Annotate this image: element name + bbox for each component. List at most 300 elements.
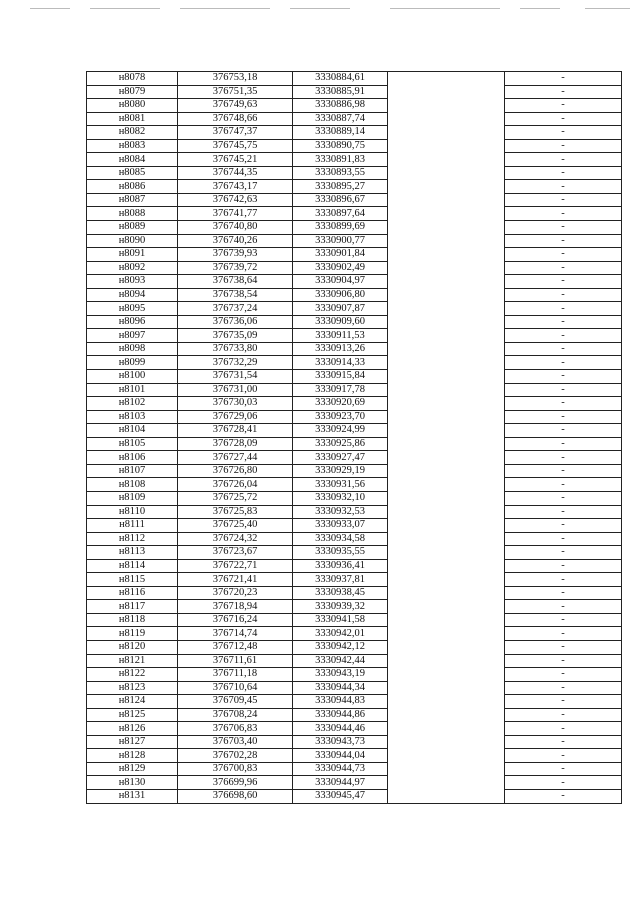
y-coordinate-cell: 3330913,26	[293, 342, 388, 356]
point-id-cell: н8113	[87, 546, 178, 560]
dash-cell: -	[505, 695, 622, 709]
dash-cell: -	[505, 437, 622, 451]
y-coordinate-cell: 3330917,78	[293, 383, 388, 397]
y-coordinate-cell: 3330904,97	[293, 275, 388, 289]
table-row	[87, 234, 622, 248]
table-row	[87, 600, 622, 614]
dash-cell: -	[505, 410, 622, 424]
x-coordinate-cell: 376700,83	[178, 762, 293, 776]
table-row	[87, 437, 622, 451]
y-coordinate-cell: 3330884,61	[293, 72, 388, 86]
x-coordinate-cell: 376740,26	[178, 234, 293, 248]
empty-cell	[388, 207, 505, 221]
point-id-cell: н8084	[87, 153, 178, 167]
table-row	[87, 288, 622, 302]
table-row	[87, 627, 622, 641]
table-row	[87, 695, 622, 709]
x-coordinate-cell: 376741,77	[178, 207, 293, 221]
empty-cell	[388, 505, 505, 519]
empty-cell	[388, 464, 505, 478]
y-coordinate-cell: 3330886,98	[293, 99, 388, 113]
point-id-cell: н8090	[87, 234, 178, 248]
table-row	[87, 519, 622, 533]
empty-cell	[388, 749, 505, 763]
point-id-cell: н8131	[87, 789, 178, 803]
x-coordinate-cell: 376731,54	[178, 370, 293, 384]
x-coordinate-cell: 376703,40	[178, 735, 293, 749]
point-id-cell: н8126	[87, 722, 178, 736]
y-coordinate-cell: 3330897,64	[293, 207, 388, 221]
x-coordinate-cell: 376745,75	[178, 139, 293, 153]
table-row	[87, 207, 622, 221]
x-coordinate-cell: 376729,06	[178, 410, 293, 424]
table-row	[87, 410, 622, 424]
x-coordinate-cell: 376723,67	[178, 546, 293, 560]
empty-cell	[388, 180, 505, 194]
table-row	[87, 505, 622, 519]
point-id-cell: н8081	[87, 112, 178, 126]
point-id-cell: н8108	[87, 478, 178, 492]
empty-cell	[388, 72, 505, 86]
dash-cell: -	[505, 627, 622, 641]
table-row	[87, 112, 622, 126]
y-coordinate-cell: 3330942,01	[293, 627, 388, 641]
table-row	[87, 221, 622, 235]
point-id-cell: н8117	[87, 600, 178, 614]
point-id-cell: н8110	[87, 505, 178, 519]
x-coordinate-cell: 376730,03	[178, 397, 293, 411]
point-id-cell: н8120	[87, 640, 178, 654]
table-row	[87, 735, 622, 749]
empty-cell	[388, 437, 505, 451]
table-row	[87, 464, 622, 478]
x-coordinate-cell: 376737,24	[178, 302, 293, 316]
dash-cell: -	[505, 275, 622, 289]
table-row	[87, 370, 622, 384]
y-coordinate-cell: 3330943,19	[293, 668, 388, 682]
x-coordinate-cell: 376749,63	[178, 99, 293, 113]
point-id-cell: н8080	[87, 99, 178, 113]
dash-cell: -	[505, 749, 622, 763]
x-coordinate-cell: 376738,64	[178, 275, 293, 289]
table-row	[87, 383, 622, 397]
dash-cell: -	[505, 72, 622, 86]
x-coordinate-cell: 376725,72	[178, 491, 293, 505]
point-id-cell: н8078	[87, 72, 178, 86]
table-row	[87, 681, 622, 695]
empty-cell	[388, 85, 505, 99]
x-coordinate-cell: 376742,63	[178, 193, 293, 207]
y-coordinate-cell: 3330944,83	[293, 695, 388, 709]
empty-cell	[388, 383, 505, 397]
point-id-cell: н8103	[87, 410, 178, 424]
table-row	[87, 139, 622, 153]
table-row	[87, 451, 622, 465]
dash-cell: -	[505, 126, 622, 140]
y-coordinate-cell: 3330915,84	[293, 370, 388, 384]
point-id-cell: н8100	[87, 370, 178, 384]
empty-cell	[388, 668, 505, 682]
point-id-cell: н8106	[87, 451, 178, 465]
x-coordinate-cell: 376747,37	[178, 126, 293, 140]
empty-cell	[388, 139, 505, 153]
point-id-cell: н8091	[87, 248, 178, 262]
point-id-cell: н8094	[87, 288, 178, 302]
table-row	[87, 478, 622, 492]
dash-cell: -	[505, 248, 622, 262]
y-coordinate-cell: 3330896,67	[293, 193, 388, 207]
x-coordinate-cell: 376710,64	[178, 681, 293, 695]
y-coordinate-cell: 3330901,84	[293, 248, 388, 262]
table-row	[87, 397, 622, 411]
table-row	[87, 559, 622, 573]
point-id-cell: н8083	[87, 139, 178, 153]
y-coordinate-cell: 3330944,73	[293, 762, 388, 776]
y-coordinate-cell: 3330935,55	[293, 546, 388, 560]
table-row	[87, 613, 622, 627]
point-id-cell: н8097	[87, 329, 178, 343]
table-row	[87, 315, 622, 329]
table-row	[87, 275, 622, 289]
dash-cell: -	[505, 491, 622, 505]
empty-cell	[388, 126, 505, 140]
x-coordinate-cell: 376738,54	[178, 288, 293, 302]
x-coordinate-cell: 376744,35	[178, 166, 293, 180]
y-coordinate-cell: 3330911,53	[293, 329, 388, 343]
point-id-cell: н8085	[87, 166, 178, 180]
dash-cell: -	[505, 573, 622, 587]
empty-cell	[388, 302, 505, 316]
y-coordinate-cell: 3330893,55	[293, 166, 388, 180]
empty-cell	[388, 397, 505, 411]
dash-cell: -	[505, 559, 622, 573]
table-row	[87, 72, 622, 86]
table-row	[87, 153, 622, 167]
y-coordinate-cell: 3330902,49	[293, 261, 388, 275]
empty-cell	[388, 613, 505, 627]
point-id-cell: н8086	[87, 180, 178, 194]
y-coordinate-cell: 3330932,10	[293, 491, 388, 505]
table-row	[87, 166, 622, 180]
scan-artifact-line	[30, 8, 630, 12]
y-coordinate-cell: 3330927,47	[293, 451, 388, 465]
y-coordinate-cell: 3330885,91	[293, 85, 388, 99]
point-id-cell: н8123	[87, 681, 178, 695]
y-coordinate-cell: 3330945,47	[293, 789, 388, 803]
y-coordinate-cell: 3330929,19	[293, 464, 388, 478]
y-coordinate-cell: 3330938,45	[293, 586, 388, 600]
empty-cell	[388, 275, 505, 289]
dash-cell: -	[505, 315, 622, 329]
point-id-cell: н8118	[87, 613, 178, 627]
x-coordinate-cell: 376702,28	[178, 749, 293, 763]
table-row	[87, 180, 622, 194]
empty-cell	[388, 370, 505, 384]
empty-cell	[388, 288, 505, 302]
empty-cell	[388, 261, 505, 275]
empty-cell	[388, 681, 505, 695]
empty-cell	[388, 356, 505, 370]
table-row	[87, 356, 622, 370]
dash-cell: -	[505, 681, 622, 695]
dash-cell: -	[505, 193, 622, 207]
dash-cell: -	[505, 789, 622, 803]
y-coordinate-cell: 3330939,32	[293, 600, 388, 614]
dash-cell: -	[505, 668, 622, 682]
point-id-cell: н8098	[87, 342, 178, 356]
point-id-cell: н8127	[87, 735, 178, 749]
x-coordinate-cell: 376698,60	[178, 789, 293, 803]
x-coordinate-cell: 376733,80	[178, 342, 293, 356]
dash-cell: -	[505, 356, 622, 370]
point-id-cell: н8115	[87, 573, 178, 587]
dash-cell: -	[505, 464, 622, 478]
table-row	[87, 776, 622, 790]
x-coordinate-cell: 376739,72	[178, 261, 293, 275]
dash-cell: -	[505, 85, 622, 99]
table-row	[87, 573, 622, 587]
empty-cell	[388, 762, 505, 776]
coordinates-table	[86, 71, 622, 804]
x-coordinate-cell: 376708,24	[178, 708, 293, 722]
x-coordinate-cell: 376706,83	[178, 722, 293, 736]
table-row	[87, 193, 622, 207]
table-row	[87, 248, 622, 262]
x-coordinate-cell: 376724,32	[178, 532, 293, 546]
dash-cell: -	[505, 302, 622, 316]
x-coordinate-cell: 376732,29	[178, 356, 293, 370]
dash-cell: -	[505, 654, 622, 668]
point-id-cell: н8096	[87, 315, 178, 329]
dash-cell: -	[505, 708, 622, 722]
table-row	[87, 85, 622, 99]
x-coordinate-cell: 376721,41	[178, 573, 293, 587]
y-coordinate-cell: 3330914,33	[293, 356, 388, 370]
y-coordinate-cell: 3330937,81	[293, 573, 388, 587]
point-id-cell: н8122	[87, 668, 178, 682]
y-coordinate-cell: 3330944,97	[293, 776, 388, 790]
x-coordinate-cell: 376716,24	[178, 613, 293, 627]
dash-cell: -	[505, 342, 622, 356]
table-row	[87, 261, 622, 275]
table-row	[87, 532, 622, 546]
y-coordinate-cell: 3330909,60	[293, 315, 388, 329]
y-coordinate-cell: 3330944,46	[293, 722, 388, 736]
y-coordinate-cell: 3330889,14	[293, 126, 388, 140]
dash-cell: -	[505, 424, 622, 438]
dash-cell: -	[505, 586, 622, 600]
empty-cell	[388, 424, 505, 438]
x-coordinate-cell: 376722,71	[178, 559, 293, 573]
table-row	[87, 126, 622, 140]
point-id-cell: н8111	[87, 519, 178, 533]
table-row	[87, 342, 622, 356]
empty-cell	[388, 451, 505, 465]
empty-cell	[388, 166, 505, 180]
x-coordinate-cell: 376699,96	[178, 776, 293, 790]
dash-cell: -	[505, 546, 622, 560]
table-row	[87, 424, 622, 438]
x-coordinate-cell: 376745,21	[178, 153, 293, 167]
point-id-cell: н8079	[87, 85, 178, 99]
x-coordinate-cell: 376748,66	[178, 112, 293, 126]
y-coordinate-cell: 3330942,12	[293, 640, 388, 654]
x-coordinate-cell: 376728,09	[178, 437, 293, 451]
point-id-cell: н8101	[87, 383, 178, 397]
table-row	[87, 668, 622, 682]
dash-cell: -	[505, 762, 622, 776]
table-row	[87, 546, 622, 560]
empty-cell	[388, 735, 505, 749]
dash-cell: -	[505, 613, 622, 627]
point-id-cell: н8125	[87, 708, 178, 722]
x-coordinate-cell: 376718,94	[178, 600, 293, 614]
point-id-cell: н8129	[87, 762, 178, 776]
dash-cell: -	[505, 735, 622, 749]
y-coordinate-cell: 3330933,07	[293, 519, 388, 533]
y-coordinate-cell: 3330887,74	[293, 112, 388, 126]
empty-cell	[388, 491, 505, 505]
x-coordinate-cell: 376725,40	[178, 519, 293, 533]
x-coordinate-cell: 376753,18	[178, 72, 293, 86]
dash-cell: -	[505, 397, 622, 411]
y-coordinate-cell: 3330944,04	[293, 749, 388, 763]
empty-cell	[388, 546, 505, 560]
dash-cell: -	[505, 478, 622, 492]
y-coordinate-cell: 3330906,80	[293, 288, 388, 302]
y-coordinate-cell: 3330891,83	[293, 153, 388, 167]
x-coordinate-cell: 376743,17	[178, 180, 293, 194]
point-id-cell: н8102	[87, 397, 178, 411]
table-row	[87, 722, 622, 736]
empty-cell	[388, 654, 505, 668]
y-coordinate-cell: 3330944,34	[293, 681, 388, 695]
table-row	[87, 708, 622, 722]
empty-cell	[388, 342, 505, 356]
point-id-cell: н8093	[87, 275, 178, 289]
y-coordinate-cell: 3330907,87	[293, 302, 388, 316]
empty-cell	[388, 519, 505, 533]
dash-cell: -	[505, 288, 622, 302]
y-coordinate-cell: 3330942,44	[293, 654, 388, 668]
y-coordinate-cell: 3330932,53	[293, 505, 388, 519]
point-id-cell: н8099	[87, 356, 178, 370]
table-row	[87, 762, 622, 776]
dash-cell: -	[505, 139, 622, 153]
x-coordinate-cell: 376726,80	[178, 464, 293, 478]
y-coordinate-cell: 3330924,99	[293, 424, 388, 438]
table-row	[87, 302, 622, 316]
point-id-cell: н8107	[87, 464, 178, 478]
point-id-cell: н8092	[87, 261, 178, 275]
point-id-cell: н8087	[87, 193, 178, 207]
x-coordinate-cell: 376740,80	[178, 221, 293, 235]
x-coordinate-cell: 376725,83	[178, 505, 293, 519]
empty-cell	[388, 410, 505, 424]
empty-cell	[388, 695, 505, 709]
dash-cell: -	[505, 207, 622, 221]
point-id-cell: н8121	[87, 654, 178, 668]
dash-cell: -	[505, 383, 622, 397]
point-id-cell: н8116	[87, 586, 178, 600]
x-coordinate-cell: 376712,48	[178, 640, 293, 654]
y-coordinate-cell: 3330943,73	[293, 735, 388, 749]
point-id-cell: н8095	[87, 302, 178, 316]
dash-cell: -	[505, 505, 622, 519]
x-coordinate-cell: 376714,74	[178, 627, 293, 641]
point-id-cell: н8112	[87, 532, 178, 546]
empty-cell	[388, 573, 505, 587]
x-coordinate-cell: 376739,93	[178, 248, 293, 262]
y-coordinate-cell: 3330941,58	[293, 613, 388, 627]
dash-cell: -	[505, 180, 622, 194]
point-id-cell: н8128	[87, 749, 178, 763]
table-row	[87, 654, 622, 668]
empty-cell	[388, 640, 505, 654]
empty-cell	[388, 478, 505, 492]
dash-cell: -	[505, 600, 622, 614]
y-coordinate-cell: 3330920,69	[293, 397, 388, 411]
dash-cell: -	[505, 261, 622, 275]
table-row	[87, 789, 622, 803]
dash-cell: -	[505, 370, 622, 384]
table-row	[87, 329, 622, 343]
point-id-cell: н8082	[87, 126, 178, 140]
empty-cell	[388, 722, 505, 736]
dash-cell: -	[505, 776, 622, 790]
dash-cell: -	[505, 640, 622, 654]
x-coordinate-cell: 376736,06	[178, 315, 293, 329]
y-coordinate-cell: 3330936,41	[293, 559, 388, 573]
dash-cell: -	[505, 166, 622, 180]
y-coordinate-cell: 3330944,86	[293, 708, 388, 722]
dash-cell: -	[505, 532, 622, 546]
y-coordinate-cell: 3330900,77	[293, 234, 388, 248]
dash-cell: -	[505, 153, 622, 167]
empty-cell	[388, 329, 505, 343]
x-coordinate-cell: 376726,04	[178, 478, 293, 492]
x-coordinate-cell: 376709,45	[178, 695, 293, 709]
empty-cell	[388, 532, 505, 546]
x-coordinate-cell: 376728,41	[178, 424, 293, 438]
empty-cell	[388, 153, 505, 167]
point-id-cell: н8124	[87, 695, 178, 709]
y-coordinate-cell: 3330931,56	[293, 478, 388, 492]
y-coordinate-cell: 3330895,27	[293, 180, 388, 194]
x-coordinate-cell: 376720,23	[178, 586, 293, 600]
x-coordinate-cell: 376727,44	[178, 451, 293, 465]
x-coordinate-cell: 376751,35	[178, 85, 293, 99]
empty-cell	[388, 600, 505, 614]
empty-cell	[388, 193, 505, 207]
x-coordinate-cell: 376711,61	[178, 654, 293, 668]
y-coordinate-cell: 3330899,69	[293, 221, 388, 235]
empty-cell	[388, 586, 505, 600]
point-id-cell: н8109	[87, 491, 178, 505]
empty-cell	[388, 776, 505, 790]
x-coordinate-cell: 376735,09	[178, 329, 293, 343]
dash-cell: -	[505, 99, 622, 113]
point-id-cell: н8114	[87, 559, 178, 573]
empty-cell	[388, 559, 505, 573]
x-coordinate-cell: 376731,00	[178, 383, 293, 397]
empty-cell	[388, 789, 505, 803]
table-row	[87, 586, 622, 600]
table-row	[87, 99, 622, 113]
dash-cell: -	[505, 112, 622, 126]
y-coordinate-cell: 3330925,86	[293, 437, 388, 451]
point-id-cell: н8088	[87, 207, 178, 221]
